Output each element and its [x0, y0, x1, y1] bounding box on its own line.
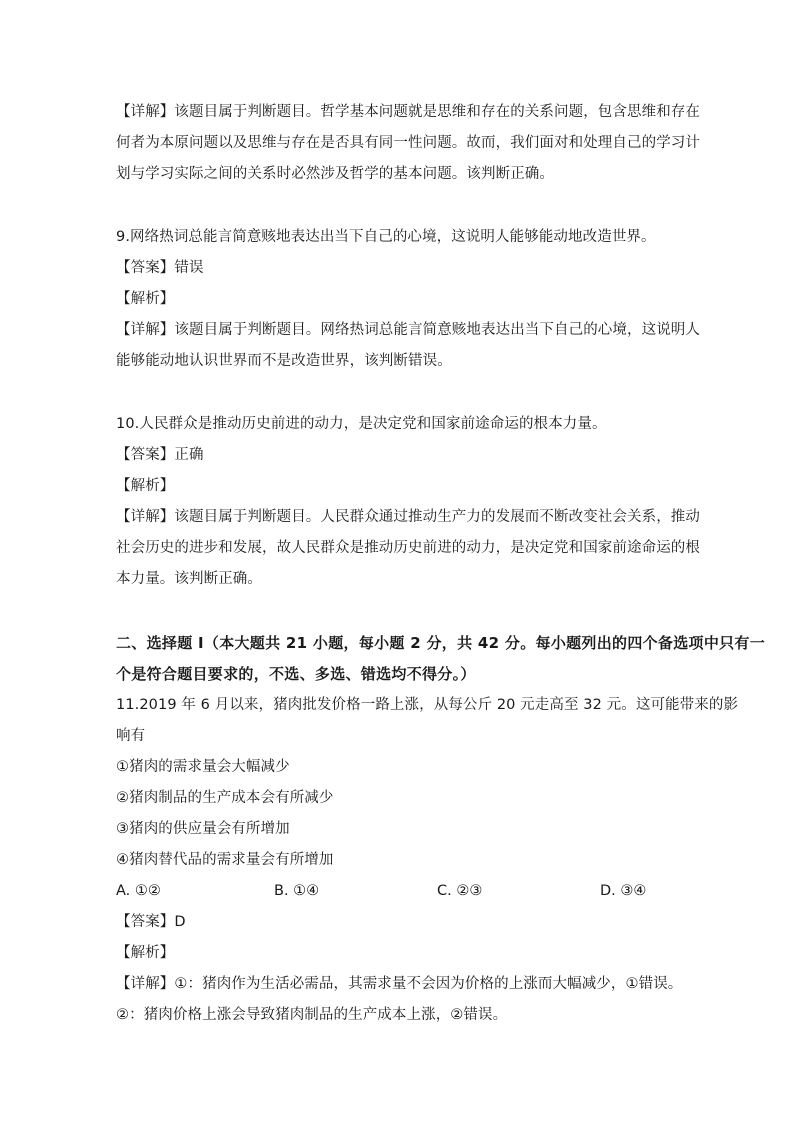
q11-option-b: B. ①④ — [274, 883, 320, 899]
q9-answer: 【答案】错误 — [116, 260, 204, 276]
q10-detail-line-3: 本力量。该判断正确。 — [116, 571, 262, 587]
section-heading-line-1: 二、选择题 I（本大题共 21 小题，每小题 2 分，共 42 分。每小题列出的四个备选项中只有一 — [116, 634, 766, 652]
q8-detail-line-1: 【详解】该题目属于判断题目。哲学基本问题就是思维和存在的关系问题，包含思维和存在 — [116, 104, 700, 120]
q8-detail-line-3: 划与学习实际之间的关系时必然涉及哲学的基本问题。该判断正确。 — [116, 166, 554, 182]
q11-item-1: ①猪肉的需求量会大幅减少 — [116, 759, 290, 775]
q10-answer: 【答案】正确 — [116, 447, 204, 463]
q11-item-2: ②猪肉制品的生产成本会有所减少 — [116, 790, 334, 806]
q8-detail-line-2: 何者为本原问题以及思维与存在是否具有同一性问题。故而，我们面对和处理自己的学习计 — [116, 135, 700, 151]
q11-stem-line-1: 11.2019 年 6 月以来，猪肉批发价格一路上涨，从每公斤 20 元走高至 32 元。这可能带来的影 — [116, 697, 739, 713]
q11-detail-line-1: 【详解】①：猪肉作为生活必需品，其需求量不会因为价格的上涨而大幅减少，①错误。 — [116, 976, 683, 992]
q11-option-d: D. ③④ — [600, 883, 647, 899]
q9-analysis: 【解析】 — [116, 291, 175, 307]
q9-detail-line-2: 能够能动地认识世界而不是改造世界，该判断错误。 — [116, 353, 452, 369]
q11-option-a: A. ①② — [116, 883, 161, 899]
q10-detail-line-2: 社会历史的进步和发展，故人民群众是推动历史前进的动力，是决定党和国家前途命运的根 — [116, 540, 700, 556]
q11-option-c: C. ②③ — [437, 883, 483, 899]
q10-stem: 10.人民群众是推动历史前进的动力，是决定党和国家前途命运的根本力量。 — [116, 416, 607, 432]
q9-stem: 9.网络热词总能言简意赅地表达出当下自己的心境，这说明人能够能动地改造世界。 — [116, 229, 656, 245]
section-heading-line-2: 个是符合题目要求的，不选、多选、错选均不得分。） — [116, 665, 476, 683]
q11-stem-line-2: 响有 — [116, 728, 146, 744]
q9-detail-line-1: 【详解】该题目属于判断题目。网络热词总能言简意赅地表达出当下自己的心境，这说明人 — [116, 322, 700, 338]
q11-analysis: 【解析】 — [116, 945, 175, 961]
q11-item-4: ④猪肉替代品的需求量会有所增加 — [116, 852, 334, 868]
q11-item-3: ③猪肉的供应量会有所增加 — [116, 821, 290, 837]
q10-analysis: 【解析】 — [116, 478, 175, 494]
q10-detail-line-1: 【详解】该题目属于判断题目。人民群众通过推动生产力的发展而不断改变社会关系，推动 — [116, 509, 700, 525]
q11-detail-line-2: ②：猪肉价格上涨会导致猪肉制品的生产成本上涨，②错误。 — [116, 1007, 508, 1023]
q11-answer: 【答案】D — [116, 914, 186, 930]
